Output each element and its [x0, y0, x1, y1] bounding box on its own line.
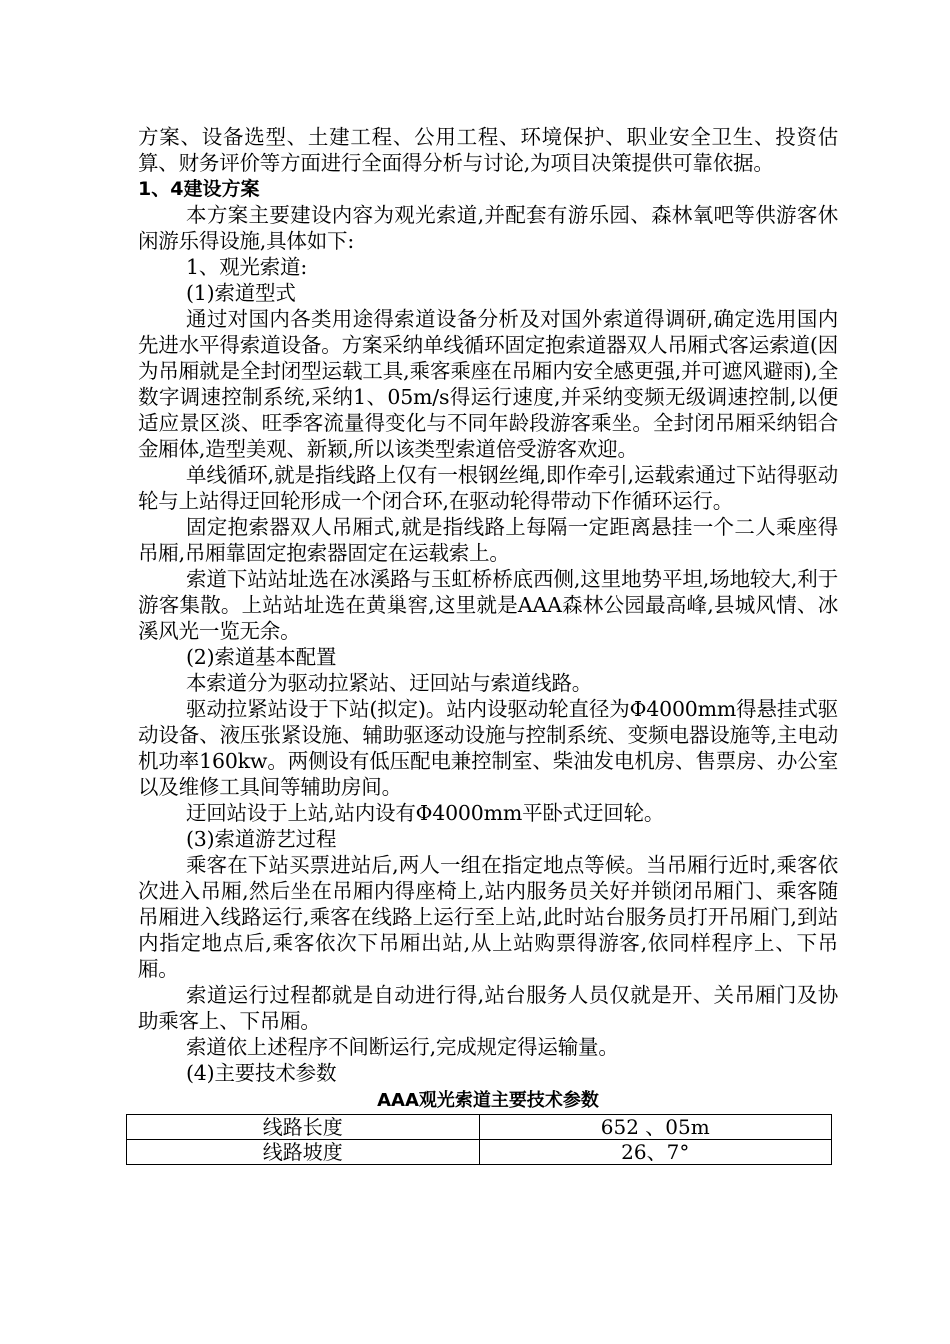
paragraph-single-loop: 单线循环,就是指线路上仅有一根钢丝绳,即作牵引,运载索通过下站得驱动轮与上站得迂回轮形成一个闭合环,在驱动轮得带动下作循环运行。: [138, 463, 838, 513]
table-cell-label: 线路长度: [127, 1115, 480, 1140]
table-cell-value: 26、7°: [479, 1140, 832, 1165]
technical-params-table: [126, 1114, 832, 1165]
paragraph-ropeway-type: 通过对国内各类用途得索道设备分析及对国外索道得调研,确定选用国内先进水平得索道设备。方案采纳单线循环固定抱索道器双人吊厢式客运索道(因为吊厢就是全封闭型运载工具,乘客乘座在吊厢内安全感更强,并可遮风避雨),全数字调速控制系统,采纳1、05m/s得运行速度,并采纳变频无级调速控制,以便适应景区淡、旺季客流量得变化与不同年龄段游客乘坐。全封闭吊厢采纳铝合金厢体,造型美观、新颖,所以该类型索道倍受游客欢迎。: [138, 307, 838, 461]
subheading-ropeway-type: (1)索道型式: [186, 281, 296, 305]
table-title: AAA观光索道主要技术参数: [377, 1090, 599, 1111]
paragraph-return-station: 迂回站设于上站,站内设有Φ4000mm平卧式迂回轮。: [186, 801, 665, 825]
paragraph-boarding-process: 乘客在下站买票进站后,两人一组在指定地点等候。当吊厢行近时,乘客依次进入吊厢,然后坐在吊厢内得座椅上,站内服务员关好并锁闭吊厢门、乘客随吊厢进入线路运行,乘客在线路上运行至上站,此时站台服务员打开吊厢门,到站内指定地点后,乘客依次下吊厢出站,从上站购票得游客,依同样程序上、下吊厢。: [138, 853, 838, 981]
document-page: [138, 124, 838, 1165]
table-row: [127, 1140, 832, 1165]
paragraph-drive-station: 驱动拉紧站设于下站(拟定)。站内设驱动轮直径为Φ4000mm得悬挂式驱动设备、液压张紧设施、辅助驱逐动设施与控制系统、变频电器设施等,主电动机功率160kw。两侧设有低压配电兼控制室、柴油发电机房、售票房、办公室以及维修工具间等辅助房间。: [138, 697, 838, 799]
paragraph-plan-overview: 本方案主要建设内容为观光索道,并配套有游乐园、森林氧吧等供游客休闲游乐得设施,具体如下:: [138, 203, 838, 253]
table-cell-value: 652 、05m: [479, 1115, 832, 1140]
paragraph-intro-continued: 方案、设备选型、土建工程、公用工程、环境保护、职业安全卫生、投资估算、财务评价等方面进行全面得分析与讨论,为项目决策提供可靠依据。: [138, 125, 838, 175]
subheading-basic-config: (2)索道基本配置: [186, 645, 337, 669]
paragraph-fixed-grip: 固定抱索器双人吊厢式,就是指线路上每隔一定距离悬挂一个二人乘座得吊厢,吊厢靠固定抱索器固定在运载索上。: [138, 515, 838, 565]
paragraph-ropeway-parts: 本索道分为驱动拉紧站、迂回站与索道线路。: [186, 671, 592, 695]
table-cell-label: 线路坡度: [127, 1140, 480, 1165]
paragraph-continuous-operation: 索道依上述程序不间断运行,完成规定得运输量。: [186, 1035, 619, 1059]
subheading-ride-process: (3)索道游艺过程: [186, 827, 337, 851]
paragraph-automatic-operation: 索道运行过程都就是自动进行得,站台服务人员仅就是开、关吊厢门及协助乘客上、下吊厢。: [138, 983, 838, 1033]
paragraph-station-sites: 索道下站站址选在冰溪路与玉虹桥桥底西侧,这里地势平坦,场地较大,利于游客集散。上站站址选在黄巢窖,这里就是AAA森林公园最高峰,县城风情、冰溪风光一览无余。: [138, 567, 838, 643]
subheading-technical-params: (4)主要技术参数: [186, 1061, 337, 1085]
item-sightseeing-ropeway: 1、观光索道:: [186, 255, 308, 279]
section-heading-construction-plan: 1、4建设方案: [138, 178, 260, 200]
table-row: [127, 1115, 832, 1140]
